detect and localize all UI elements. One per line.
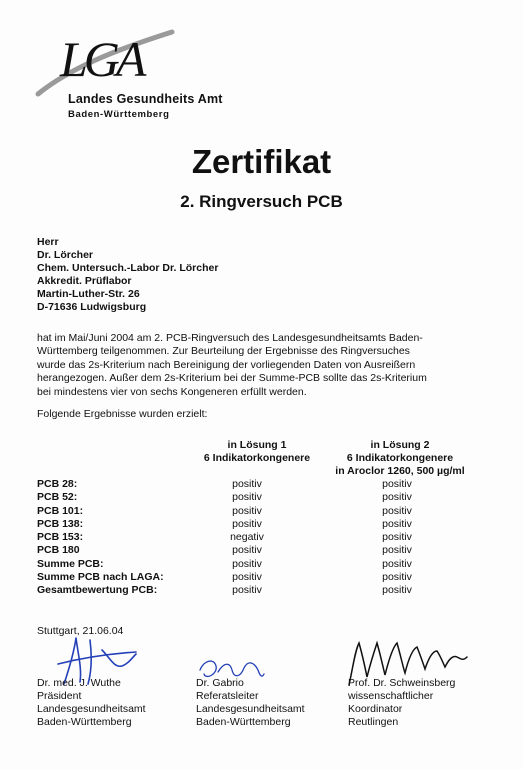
result-loesung-2: positiv bbox=[382, 491, 412, 504]
table-row bbox=[37, 558, 497, 571]
result-loesung-1: positiv bbox=[232, 544, 262, 557]
address-line: Dr. Lörcher bbox=[37, 249, 94, 261]
result-loesung-1: positiv bbox=[232, 478, 262, 490]
signatory-org: Landesgesundheitsamt bbox=[37, 703, 146, 715]
logo-line1: Landes Gesundheits Amt bbox=[68, 92, 223, 106]
signatory-name: Prof. Dr. Schweinsberg bbox=[348, 677, 456, 689]
result-loesung-2: positiv bbox=[382, 584, 412, 597]
result-loesung-2: positiv bbox=[382, 544, 412, 557]
table-row bbox=[37, 491, 497, 504]
results-intro: Folgende Ergebnisse wurden erzielt: bbox=[37, 408, 208, 420]
result-loesung-2: positiv bbox=[382, 557, 412, 570]
signatory-location: Baden-Württemberg bbox=[196, 716, 291, 728]
signatory-org: Landesgesundheitsamt bbox=[196, 703, 305, 715]
column-header-loesung-2 bbox=[310, 439, 490, 477]
results-table bbox=[37, 478, 497, 598]
address-line: Herr bbox=[37, 236, 59, 248]
table-row bbox=[37, 478, 497, 491]
intro-line: herangezogen. Außer dem 2s-Kriterium bei der Summe-PCB sollte das 2s-Kriterium bbox=[37, 372, 427, 385]
row-label: Gesamtbewertung PCB: bbox=[37, 584, 158, 597]
row-label: Summe PCB: bbox=[37, 557, 104, 570]
logo-line2: Baden-Württemberg bbox=[68, 109, 170, 120]
intro-line: Württemberg teilgenommen. Zur Beurteilung der Ergebnisse des Ringversuches bbox=[37, 345, 410, 358]
table-row bbox=[37, 544, 497, 557]
result-loesung-2: positiv bbox=[382, 504, 412, 517]
intro-line: wurde das 2s-Kriterium nach Bereinigung der vorliegenden Daten von Ausreißern bbox=[37, 358, 416, 371]
result-loesung-1: negativ bbox=[230, 531, 264, 544]
row-label: PCB 28: bbox=[37, 478, 78, 490]
result-loesung-2: positiv bbox=[382, 517, 412, 530]
table-row bbox=[37, 584, 497, 597]
column-header-line: in Lösung 1 bbox=[227, 439, 287, 451]
lga-logo-mark bbox=[30, 28, 180, 98]
result-loesung-2: positiv bbox=[382, 478, 412, 490]
result-loesung-2: positiv bbox=[382, 571, 412, 584]
result-loesung-1: positiv bbox=[232, 504, 262, 517]
intro-paragraph bbox=[37, 332, 492, 399]
result-loesung-1: positiv bbox=[232, 584, 262, 597]
row-label: PCB 52: bbox=[37, 491, 78, 504]
signatory-role: wissenschaftlicher bbox=[348, 690, 434, 702]
table-row bbox=[37, 531, 497, 544]
result-loesung-1: positiv bbox=[232, 571, 262, 584]
result-loesung-1: positiv bbox=[232, 517, 262, 530]
column-header-line: 6 Indikatorkongenere bbox=[203, 451, 311, 464]
intro-line: bei mindestens vier von sechs Kongeneren erfüllt werden. bbox=[37, 385, 307, 398]
signatory-location: Baden-Württemberg bbox=[37, 716, 132, 728]
table-row bbox=[37, 518, 497, 531]
certificate-subtitle: 2. Ringversuch PCB bbox=[180, 192, 343, 211]
signatory-gabrio bbox=[196, 677, 305, 729]
address-line: D-71636 Ludwigsburg bbox=[37, 301, 147, 313]
address-line: Akkredit. Prüflabor bbox=[37, 275, 132, 287]
signatory-org: Koordinator bbox=[348, 703, 403, 715]
place-date: Stuttgart, 21.06.04 bbox=[37, 625, 124, 637]
address-line: Martin-Luther-Str. 26 bbox=[37, 288, 140, 300]
signatory-schweinsberg bbox=[348, 677, 455, 729]
result-loesung-1: positiv bbox=[232, 491, 262, 504]
signatory-location: Reutlingen bbox=[348, 716, 399, 728]
table-row bbox=[37, 505, 497, 518]
address-line: Chem. Untersuch.-Labor Dr. Lörcher bbox=[37, 262, 219, 274]
column-header-line: 6 Indikatorkongenere bbox=[346, 451, 454, 464]
row-label: PCB 153: bbox=[37, 531, 84, 544]
intro-line: hat im Mai/Juni 2004 am 2. PCB-Ringversuch des Landesgesundheitsamts Baden- bbox=[37, 332, 423, 344]
table-row bbox=[37, 571, 497, 584]
certificate-title: Zertifikat bbox=[191, 143, 332, 180]
row-label: PCB 180 bbox=[37, 544, 80, 557]
signatory-name: Dr. med. J. Wuthe bbox=[37, 677, 121, 689]
row-label: PCB 101: bbox=[37, 504, 84, 517]
signatory-role: Präsident bbox=[37, 690, 82, 702]
column-header-line: in Lösung 2 bbox=[370, 439, 430, 451]
result-loesung-2: positiv bbox=[382, 531, 412, 544]
column-header-line: in Aroclor 1260, 500 µg/ml bbox=[335, 464, 465, 477]
row-label: Summe PCB nach LAGA: bbox=[37, 571, 164, 584]
signatory-role: Referatsleiter bbox=[196, 690, 259, 702]
signatory-name: Dr. Gabrio bbox=[196, 677, 244, 689]
recipient-address bbox=[37, 236, 218, 314]
row-label: PCB 138: bbox=[37, 517, 84, 530]
signatory-wuthe bbox=[37, 677, 146, 729]
logo-letters: LGA bbox=[60, 31, 143, 87]
result-loesung-1: positiv bbox=[232, 557, 262, 570]
